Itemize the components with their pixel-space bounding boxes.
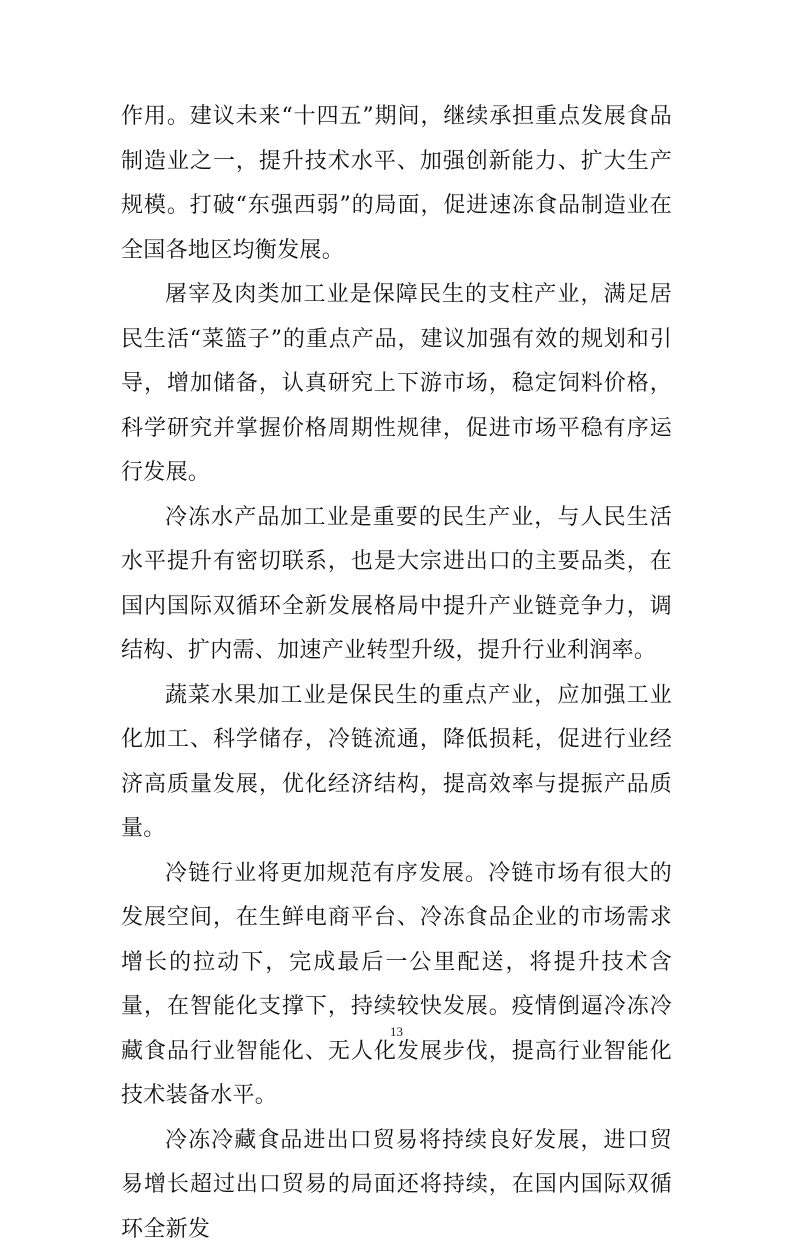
paragraph-frozen-aquatic: 冷冻水产品加工业是重要的民生产业，与人民生活水平提升有密切联系，也是大宗进出口的主要品类，在国内国际双循环全新发展格局中提升产业链竞争力，调结构、扩内需、加速产业转型升级，提升行业利润率。 — [121, 496, 672, 674]
document-body — [121, 95, 672, 1252]
paragraph-cold-chain: 冷链行业将更加规范有序发展。冷链市场有很大的发展空间，在生鲜电商平台、冷冻食品企业的市场需求增长的拉动下，完成最后一公里配送，将提升技术含量，在智能化支撑下，持续较快发展。疫情倒逼冷冻冷藏食品行业智能化、无人化发展步伐，提高行业智能化技术装备水平。 — [121, 852, 672, 1119]
paragraph-continuation: 作用。建议未来“十四五”期间，继续承担重点发展食品制造业之一，提升技术水平、加强创新能力、扩大生产规模。打破“东强西弱”的局面，促进速冻食品制造业在全国各地区均衡发展。 — [121, 95, 672, 273]
paragraph-import-export: 冷冻冷藏食品进出口贸易将持续良好发展，进口贸易增长超过出口贸易的局面还将持续，在国内国际双循环全新发 — [121, 1119, 672, 1252]
page-number: 13 — [0, 1024, 793, 1040]
paragraph-vegetables-fruits: 蔬菜水果加工业是保民生的重点产业，应加强工业化加工、科学储存，冷链流通，降低损耗，促进行业经济高质量发展，优化经济结构，提高效率与提振产品质量。 — [121, 674, 672, 852]
paragraph-meat-processing: 屠宰及肉类加工业是保障民生的支柱产业，满足居民生活“菜篮子”的重点产品，建议加强有效的规划和引导，增加储备，认真研究上下游市场，稳定饲料价格，科学研究并掌握价格周期性规律，促进市场平稳有序运行发展。 — [121, 273, 672, 496]
